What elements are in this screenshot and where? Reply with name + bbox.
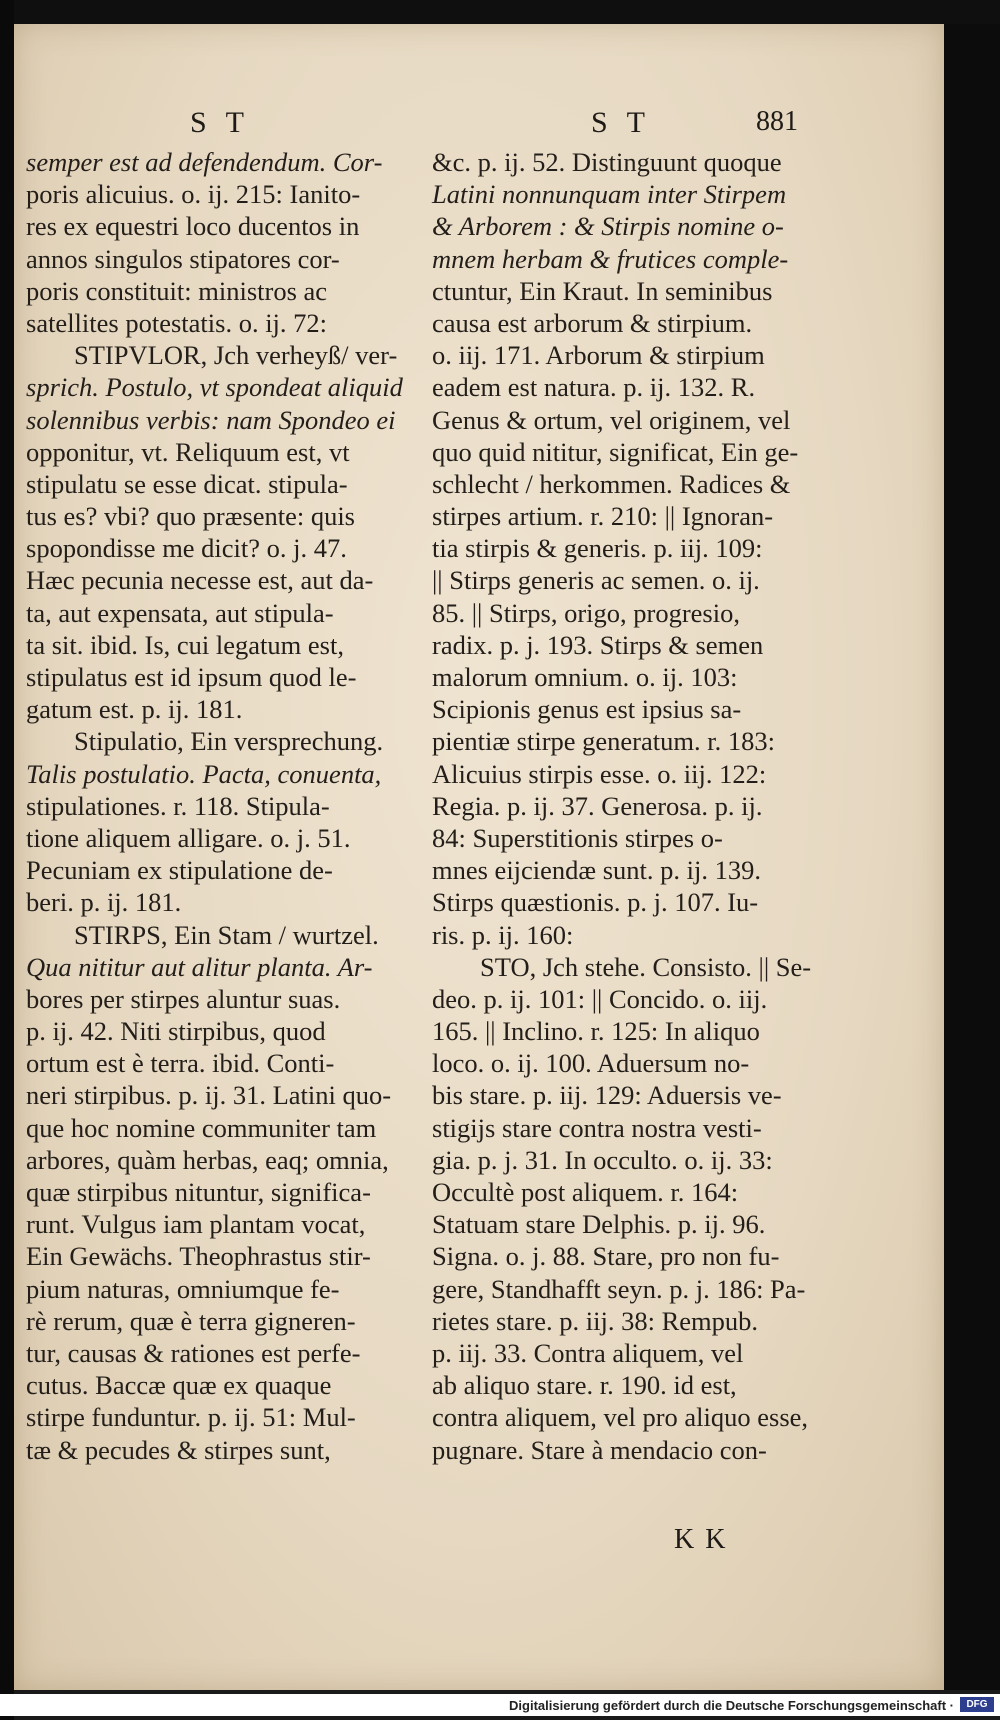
right-column: [432, 146, 832, 1466]
text-line: radix. p. j. 193. Stirps & semen: [432, 629, 764, 660]
text-line: Stirps quæstionis. p. j. 107. Iu-: [432, 887, 759, 918]
running-header: [14, 106, 944, 146]
page-number: 881: [756, 106, 798, 137]
text-line: p. iij. 33. Contra aliquem, vel: [432, 1337, 744, 1368]
text-line: 84: Superstitionis stirpes o-: [432, 822, 723, 853]
text-line: annos singulos stipatores cor-: [26, 243, 340, 274]
header-left: S T: [190, 106, 250, 139]
text-line: quo quid nititur, significat, Ein ge-: [432, 436, 799, 467]
footer-bar: [0, 1694, 1000, 1716]
text-line: arbores, quàm herbas, eaq; omnia,: [26, 1144, 389, 1175]
text-line: Alicuius stirpis esse. o. iij. 122:: [432, 758, 767, 789]
text-line: tus es? vbi? quo præsente: quis: [26, 501, 355, 532]
text-line: tia stirpis & generis. p. iij. 109:: [432, 533, 763, 564]
text-line: pugnare. Stare à mendacio con-: [432, 1434, 767, 1465]
text-line: mnes eijciendæ sunt. p. ij. 139.: [432, 855, 762, 886]
text-line: Pecuniam ex stipulatione de-: [26, 855, 333, 886]
text-line: Stipulatio, Ein versprechung.: [74, 726, 384, 757]
text-line: Qua nititur aut alitur planta. Ar-: [26, 951, 373, 982]
text-line: eadem est natura. p. ij. 132. R.: [432, 372, 756, 403]
text-line: ris. p. ij. 160:: [432, 919, 574, 950]
text-line: satellites potestatis. o. ij. 72:: [26, 307, 328, 338]
text-line: bis stare. p. iij. 129: Aduersis ve-: [432, 1080, 782, 1111]
text-line: stirpes artium. r. 210: || Ignoran-: [432, 501, 774, 532]
text-line: 165. || Inclino. r. 125: In aliquo: [432, 1016, 760, 1047]
text-line: gatum est. p. ij. 181.: [26, 694, 243, 725]
text-line: Latini nonnunquam inter Stirpem: [432, 179, 787, 210]
text-line: ta sit. ibid. Is, cui legatum est,: [26, 629, 344, 660]
text-line: ta, aut expensata, aut stipula-: [26, 597, 334, 628]
text-line: bores per stirpes aluntur suas.: [26, 983, 341, 1014]
text-line: o. iij. 171. Arborum & stirpium: [432, 340, 765, 371]
text-line: stipulatu se esse dicat. stipula-: [26, 468, 348, 499]
text-line: ortum est è terra. ibid. Conti-: [26, 1048, 335, 1079]
text-line: Statuam stare Delphis. p. ij. 96.: [432, 1209, 766, 1240]
text-line: STIPVLOR, Jch verheyß/ ver-: [74, 340, 398, 371]
text-line: stipulatus est id ipsum quod le-: [26, 662, 357, 692]
text-line: Signa. o. j. 88. Stare, pro non fu-: [432, 1241, 780, 1272]
text-line: || Stirps generis ac semen. o. ij.: [432, 565, 760, 596]
text-line: runt. Vulgus iam plantam vocat,: [26, 1209, 366, 1240]
text-line: Talis postulatio. Pacta, conuenta,: [26, 758, 382, 789]
header-center: S T: [591, 106, 651, 139]
text-line: 85. || Stirps, origo, progresio,: [432, 597, 740, 628]
text-line: cutus. Baccæ quæ ex quaque: [26, 1370, 332, 1401]
text-line: res ex equestri loco ducentos in: [26, 211, 360, 242]
text-line: solennibus verbis: nam Spondeo ei: [26, 404, 396, 435]
text-line: loco. o. ij. 100. Aduersum no-: [432, 1048, 750, 1079]
text-line: Occultè post aliquem. r. 164:: [432, 1177, 739, 1207]
left-column: [26, 146, 426, 1466]
text-line: pium naturas, omniumque fe-: [26, 1273, 340, 1304]
scan-border-top: [0, 0, 1000, 24]
text-line: STIRPS, Ein Stam / wurtzel.: [74, 919, 379, 950]
text-line: que hoc nomine communiter tam: [26, 1112, 377, 1143]
text-line: tæ & pecudes & stirpes sunt,: [26, 1434, 331, 1465]
text-line: gia. p. j. 31. In occulto. o. ij. 33:: [432, 1144, 773, 1175]
text-line: Ein Gewächs. Theophrastus stir-: [26, 1241, 371, 1272]
text-line: causa est arborum & stirpium.: [432, 307, 753, 338]
text-line: rè rerum, quæ è terra gigneren-: [26, 1305, 356, 1336]
text-line: opponitur, vt. Reliquum est, vt: [26, 436, 350, 467]
text-line: quæ stirpibus nituntur, significa-: [26, 1177, 371, 1207]
text-line: Hæc pecunia necesse est, aut da-: [26, 565, 374, 596]
text-line: sprich. Postulo, vt spondeat aliquid: [26, 372, 403, 403]
text-line: contra aliquem, vel pro aliquo esse,: [432, 1402, 809, 1433]
text-line: rietes stare. p. iij. 38: Rempub.: [432, 1305, 759, 1336]
scan-border-right: [944, 24, 1000, 1690]
text-line: neri stirpibus. p. ij. 31. Latini quo-: [26, 1080, 392, 1111]
scan-border-left: [0, 0, 14, 1720]
text-line: stipulationes. r. 118. Stipula-: [26, 790, 330, 821]
footer-credit: Digitalisierung gefördert durch die Deutsche Forschungsgemeinschaft ·: [509, 1698, 954, 1713]
text-line: deo. p. ij. 101: || Concido. o. iij.: [432, 983, 768, 1014]
book-page: [14, 24, 944, 1690]
text-line: semper est ad defendendum. Cor-: [26, 147, 383, 177]
text-line: STO, Jch stehe. Consisto. || Se-: [480, 951, 812, 982]
signature-mark: K K: [674, 1524, 728, 1555]
text-line: beri. p. ij. 181.: [26, 887, 182, 918]
text-line: tur, causas & rationes est perfe-: [26, 1337, 361, 1368]
text-line: ctuntur, Ein Kraut. In seminibus: [432, 275, 773, 306]
text-line: Genus & ortum, vel originem, vel: [432, 404, 791, 435]
text-line: schlecht / herkommen. Radices &: [432, 468, 791, 499]
dfg-logo: DFG: [960, 1697, 994, 1712]
text-line: & Arborem : & Stirpis nomine o-: [432, 211, 784, 242]
text-line: tione aliquem alligare. o. j. 51.: [26, 822, 351, 853]
text-line: Regia. p. ij. 37. Generosa. p. ij.: [432, 790, 763, 821]
text-line: malorum omnium. o. ij. 103:: [432, 662, 738, 692]
text-line: ab aliquo stare. r. 190. id est,: [432, 1370, 737, 1401]
text-line: poris alicuius. o. ij. 215: Ianito-: [26, 179, 361, 210]
text-line: mnem herbam & frutices comple-: [432, 243, 789, 274]
text-line: &c. p. ij. 52. Distinguunt quoque: [432, 147, 782, 177]
text-line: poris constituit: ministros ac: [26, 275, 328, 306]
text-line: gere, Standhafft seyn. p. j. 186: Pa-: [432, 1273, 806, 1304]
text-line: stigijs stare contra nostra vesti-: [432, 1112, 762, 1143]
text-line: stirpe funduntur. p. ij. 51: Mul-: [26, 1402, 356, 1433]
text-line: p. ij. 42. Niti stirpibus, quod: [26, 1016, 326, 1047]
text-line: pientiæ stirpe generatum. r. 183:: [432, 726, 775, 757]
text-line: spopondisse me dicit? o. j. 47.: [26, 533, 347, 564]
text-line: Scipionis genus est ipsius sa-: [432, 694, 742, 725]
